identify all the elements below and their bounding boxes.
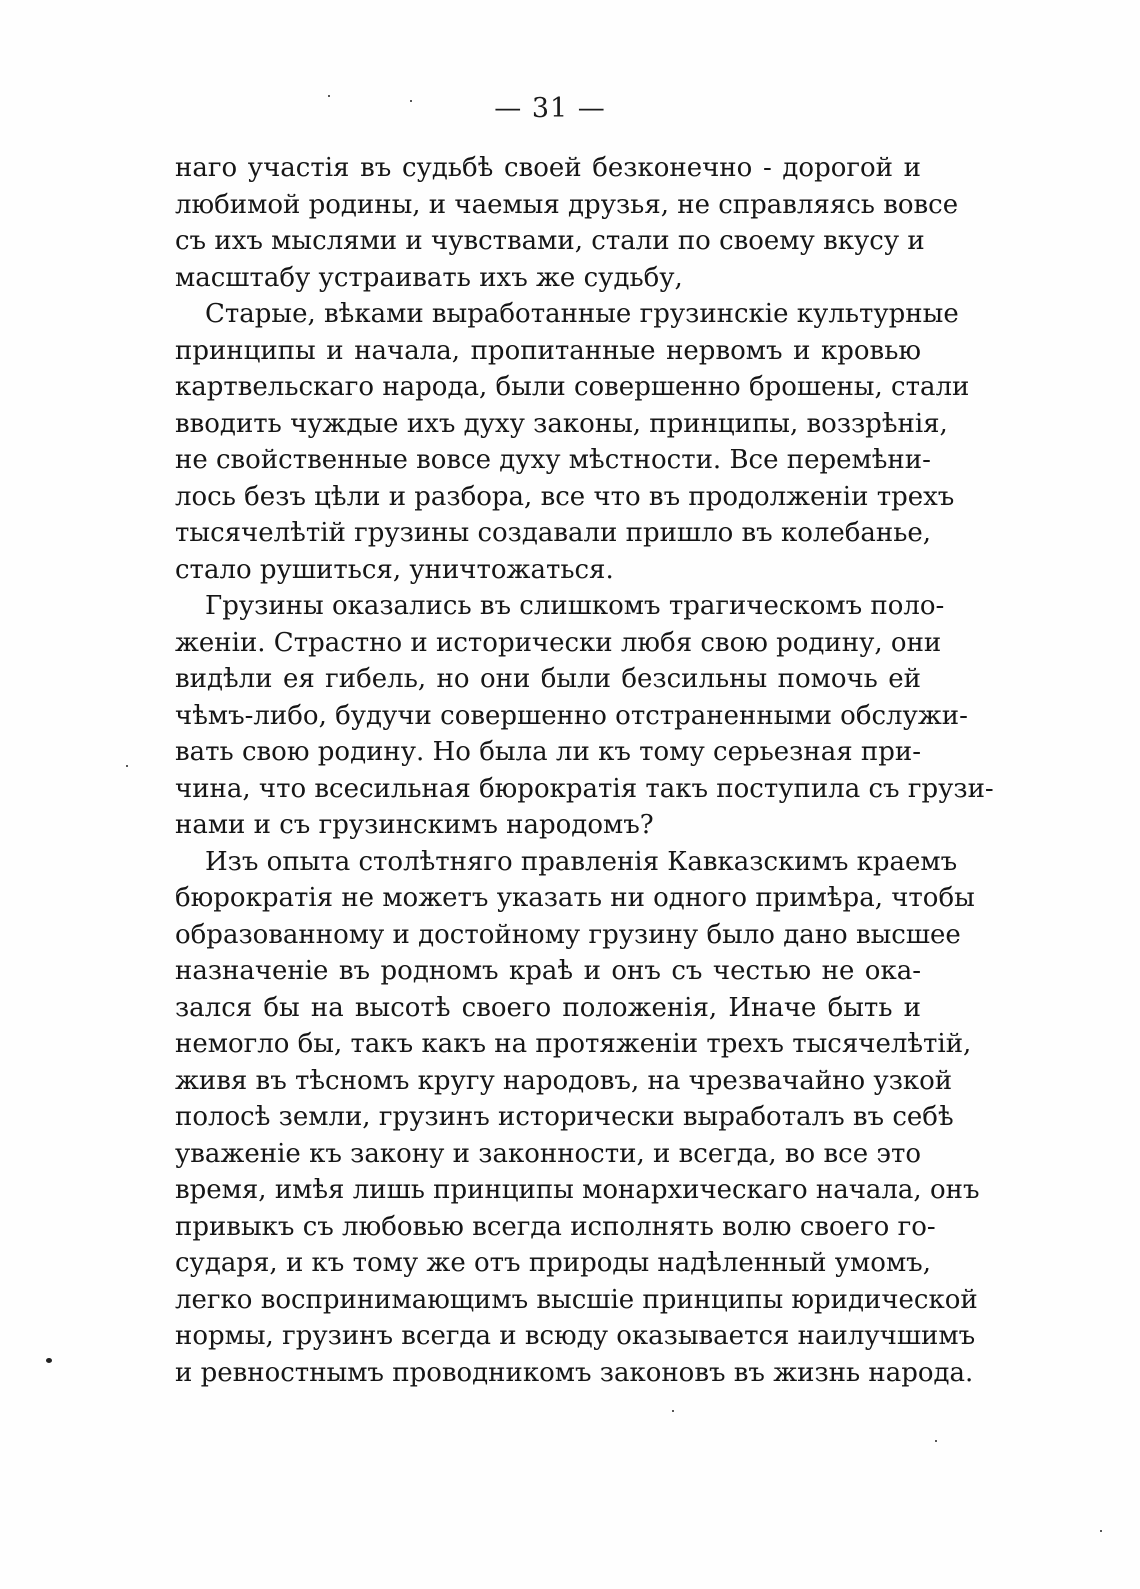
scan-speck <box>410 100 412 102</box>
text-line: наго участія въ судьбѣ своей безконечно - дорогой и <box>175 153 921 183</box>
text-line: уваженіе къ закону и законности, и всегда, во все это <box>175 1138 921 1169</box>
text-line: картвельскаго народа, были совершенно брошены, стали <box>175 372 970 402</box>
text-line: лось безъ цѣли и разбора, все что въ продолженіи трехъ <box>175 481 955 512</box>
body-text <box>175 150 994 1391</box>
text-line: Грузины оказались въ слишкомъ трагическомъ поло- <box>205 591 945 621</box>
text-line: бюрократія не можетъ указать ни одного примѣра, чтобы <box>175 883 975 913</box>
text-line: вать свою родину. Но была ли къ тому серьезная при- <box>175 737 921 767</box>
text-line: легко воспринимающимъ высшіе принципы юридической <box>175 1284 978 1315</box>
text-line: чѣмъ-либо, будучи совершенно отстраненными обслужи- <box>175 700 968 731</box>
text-line: тысячелѣтій грузины создавали пришло въ колебанье, <box>175 518 932 548</box>
text-line: видѣли ея гибель, но они были безсильны помочь ей <box>175 664 921 694</box>
scan-speck <box>328 95 330 97</box>
text-line: привыкъ съ любовью всегда исполнять волю своего го- <box>175 1211 936 1242</box>
scan-speck <box>1100 1530 1102 1532</box>
text-line: чина, что всесильная бюрократія такъ поступила съ грузи- <box>175 773 994 804</box>
text-line: и ревностнымъ проводникомъ законовъ въ жизнь народа. <box>175 1357 974 1388</box>
text-line: принципы и начала, пропитанные нервомъ и кровью <box>175 335 921 366</box>
scan-speck <box>672 1410 674 1412</box>
text-line: любимой родины, и чаемыя друзья, не справляясь вовсе <box>175 189 959 220</box>
paragraph <box>175 150 959 296</box>
text-line: Изъ опыта столѣтняго правленія Кавказскимъ краемъ <box>205 846 958 877</box>
text-line: масштабу устраивать ихъ же судьбу, <box>175 262 683 293</box>
scan-speck <box>935 1440 937 1442</box>
scan-speck <box>46 1358 52 1363</box>
text-line: Старые, вѣками выработанные грузинскіе культурные <box>205 299 959 329</box>
text-line: сударя, и къ тому же отъ природы надѣленный умомъ, <box>175 1248 931 1278</box>
text-line: съ ихъ мыслями и чувствами, стали по своему вкусу и <box>175 226 925 256</box>
text-line: немогло бы, такъ какъ на протяженіи трехъ тысячелѣтій, <box>175 1029 972 1059</box>
text-line: нормы, грузинъ всегда и всюду оказывается наилучшимъ <box>175 1321 976 1351</box>
paragraph <box>175 844 980 1392</box>
text-line: нами и съ грузинскимъ народомъ? <box>175 810 654 840</box>
page-number: — 31 — <box>494 93 606 124</box>
text-line: зался бы на высотѣ своего положенія, Иначе быть и <box>175 992 921 1023</box>
text-line: время, имѣя лишь принципы монархическаго начала, онъ <box>175 1175 980 1205</box>
paragraph <box>175 296 970 588</box>
text-line: назначеніе въ родномъ краѣ и онъ съ честью не ока- <box>175 956 921 986</box>
text-line: живя въ тѣсномъ кругу народовъ, на чрезвачайно узкой <box>175 1065 953 1096</box>
text-line: не свойственные вовсе духу мѣстности. Все перемѣни- <box>175 445 931 475</box>
text-line: вводить чуждые ихъ духу законы, принципы, воззрѣнія, <box>175 408 948 439</box>
paragraph <box>175 588 994 844</box>
scan-speck <box>126 765 128 767</box>
text-line: стало рушиться, уничтожаться. <box>175 554 614 585</box>
text-line: женіи. Страстно и исторически любя свою родину, они <box>175 627 942 658</box>
text-line: полосѣ земли, грузинъ исторически выработалъ въ себѣ <box>175 1102 954 1132</box>
text-line: образованному и достойному грузину было дано высшее <box>175 919 961 950</box>
